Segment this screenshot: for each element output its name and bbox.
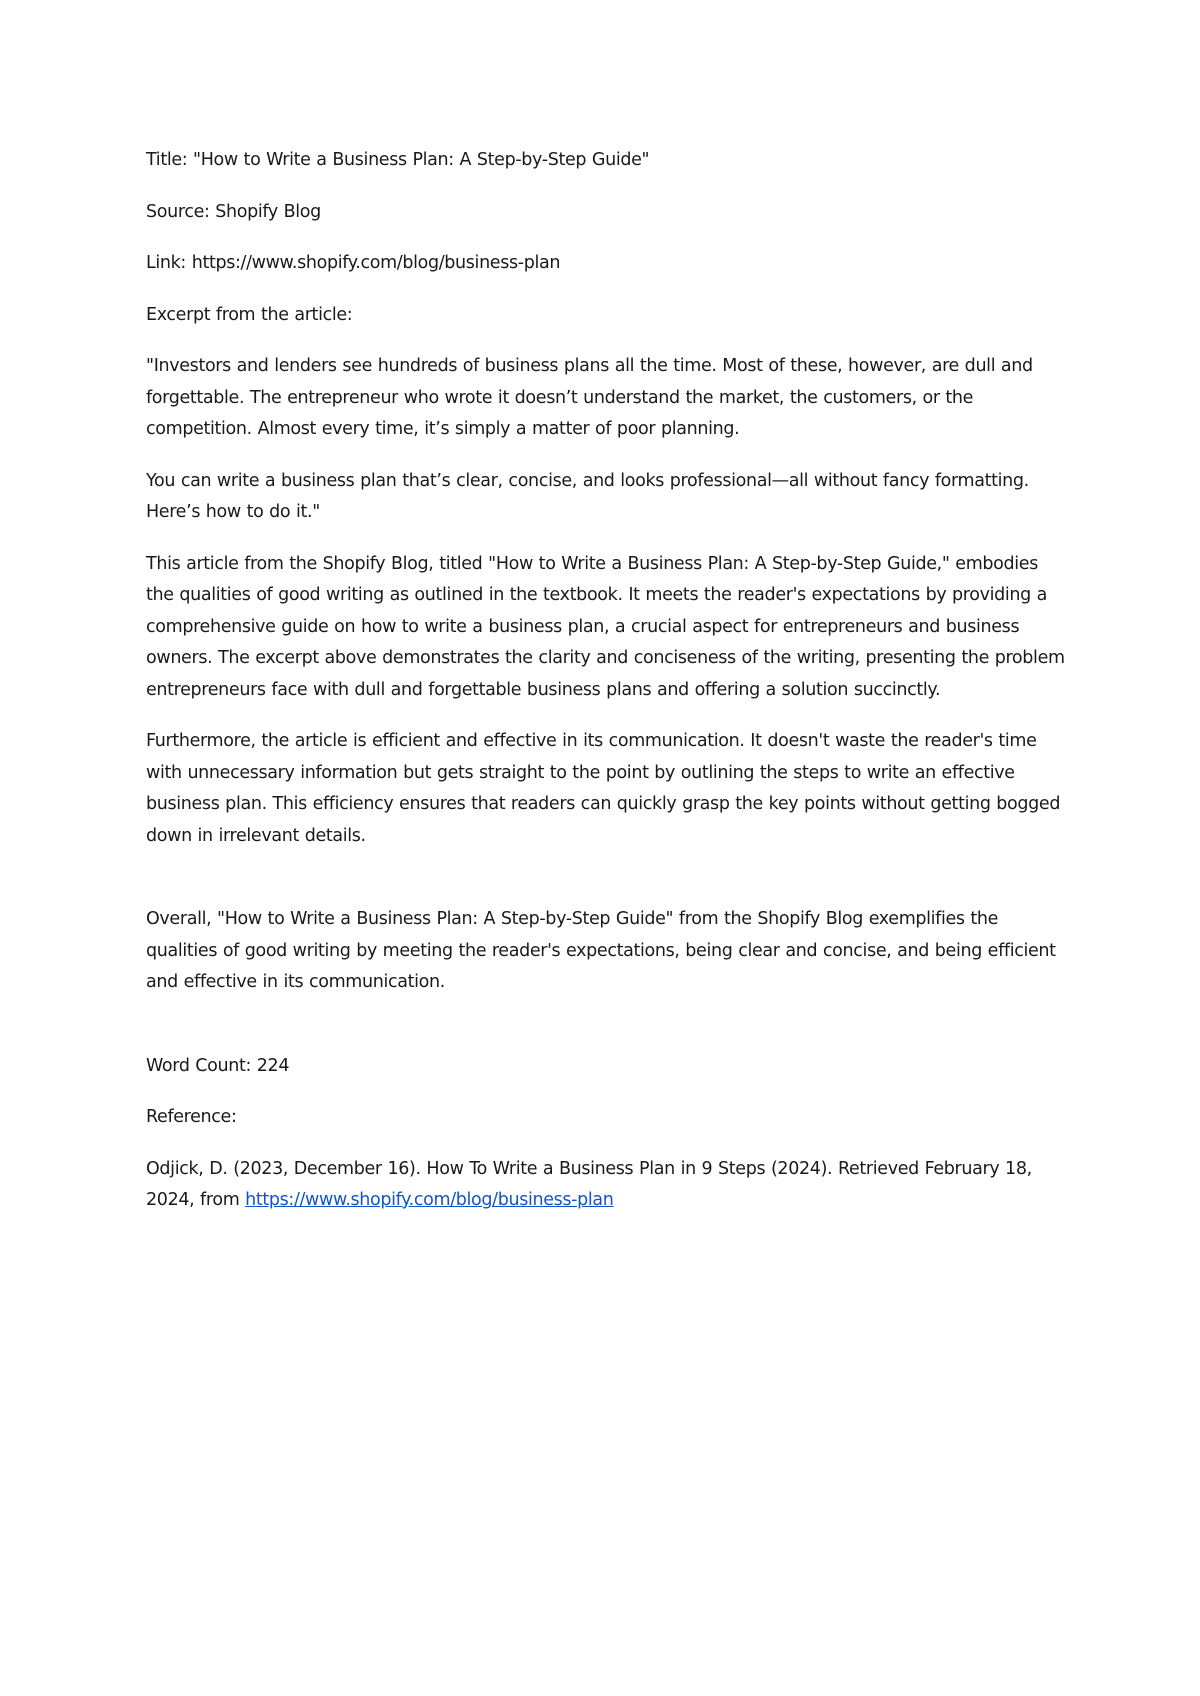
analysis-paragraph-2: Furthermore, the article is efficient and effective in its communication. It doesn't waste the reader's time with unnecessary information but gets straight to the point by outlining the steps to write an effective business plan. This efficiency ensures that readers can quickly grasp the key points without getting bogged down in irrelevant details. bbox=[146, 731, 1061, 846]
reference-entry bbox=[146, 1154, 1066, 1217]
word-count-line: Word Count: 224 bbox=[146, 1055, 290, 1076]
quote-paragraph-1: "Investors and lenders see hundreds of business plans all the time. Most of these, however, are dull and forgettable. The entrepreneur who wrote it doesn’t understand the market, the customers, or the competition. Almost every time, it’s simply a matter of poor planning. bbox=[146, 356, 1033, 439]
excerpt-label: Excerpt from the article: bbox=[146, 304, 353, 325]
link-line: Link: https://www.shopify.com/blog/business-plan bbox=[146, 253, 561, 273]
reference-text: Odjick, D. (2023, December 16). How To Write a Business Plan in 9 Steps (2024). Retrieved February 18, 2024, from bbox=[146, 1158, 1032, 1210]
reference-link[interactable]: https://www.shopify.com/blog/business-plan bbox=[245, 1190, 614, 1210]
quote-paragraph-2: You can write a business plan that’s clear, concise, and looks professional—all without fancy formatting. Here’s how to do it." bbox=[146, 470, 1029, 522]
reference-label: Reference: bbox=[146, 1107, 237, 1127]
title-line: Title: "How to Write a Business Plan: A Step-by-Step Guide" bbox=[146, 150, 650, 170]
conclusion-paragraph: Overall, "How to Write a Business Plan: A Step-by-Step Guide" from the Shopify Blog exemplifies the qualities of good writing by meeting the reader's expectations, being clear and concise, and being efficient and effective in its communication. bbox=[146, 909, 1056, 992]
document-body bbox=[146, 145, 1066, 1237]
source-line: Source: Shopify Blog bbox=[146, 201, 321, 222]
analysis-paragraph-1: This article from the Shopify Blog, titled "How to Write a Business Plan: A Step-by-Step Guide," embodies the qualities of good writing as outlined in the textbook. It meets the reader's expectations by providing a comprehensive guide on how to write a business plan, a crucial aspect for entrepreneurs and business owners. The excerpt above demonstrates the clarity and conciseness of the writing, presenting the problem entrepreneurs face with dull and forgettable business plans and offering a solution succinctly. bbox=[146, 553, 1065, 700]
